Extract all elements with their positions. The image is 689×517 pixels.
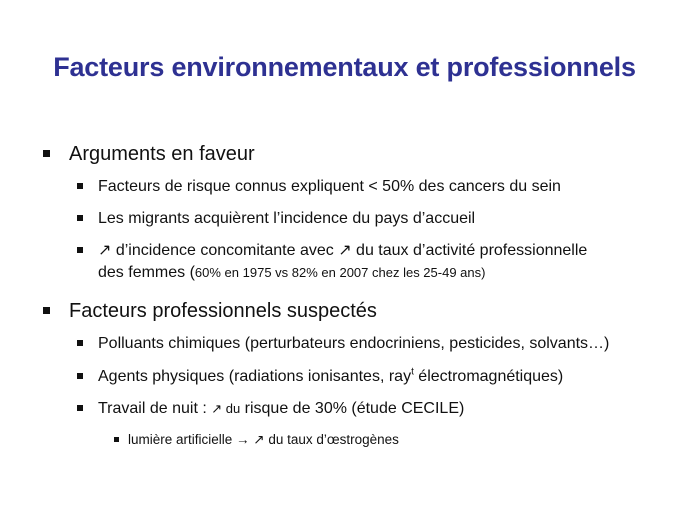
bullet-square-icon [77, 405, 83, 411]
bullet-square-icon [77, 373, 83, 379]
list-item-text: Agents physiques (radiations ionisantes, ray$^t$ électromagnétiques) [98, 366, 564, 385]
slide-title: Facteurs environnementaux et professionnels [53, 52, 636, 82]
bullet-square-icon [77, 215, 83, 221]
bullet-square-icon [77, 247, 83, 253]
list-item-text: Facteurs de risque connus expliquent < 50% des cancers du sein [98, 178, 561, 195]
bullet-square-icon [43, 307, 50, 314]
list-item-text: Les migrants acquièrent l’incidence du pays d’accueil [98, 210, 476, 227]
list-item-text: Travail de nuit : ↗ du risque de 30% (étude CECILE) [98, 400, 465, 417]
bullet-square-icon [43, 150, 50, 157]
list-item-text-line1: ↗ d’incidence concomitante avec ↗ du taux d’activité professionnelle [98, 242, 588, 259]
bullet-square-icon [77, 183, 83, 189]
bullet-square-icon [77, 340, 83, 346]
sub-list-item-text: lumière artificielle → ↗ du taux d’œstrogènes [128, 432, 399, 447]
section-heading-text: Arguments en faveur [69, 143, 255, 165]
section-heading-text: Facteurs professionnels suspectés [69, 300, 377, 322]
list-item-text-line2: des femmes (60% en 1975 vs 82% en 2007 chez les 25-49 ans) [98, 264, 486, 281]
list-item-text: Polluants chimiques (perturbateurs endocriniens, pesticides, solvants…) [98, 335, 610, 352]
bullet-square-icon [114, 437, 119, 442]
